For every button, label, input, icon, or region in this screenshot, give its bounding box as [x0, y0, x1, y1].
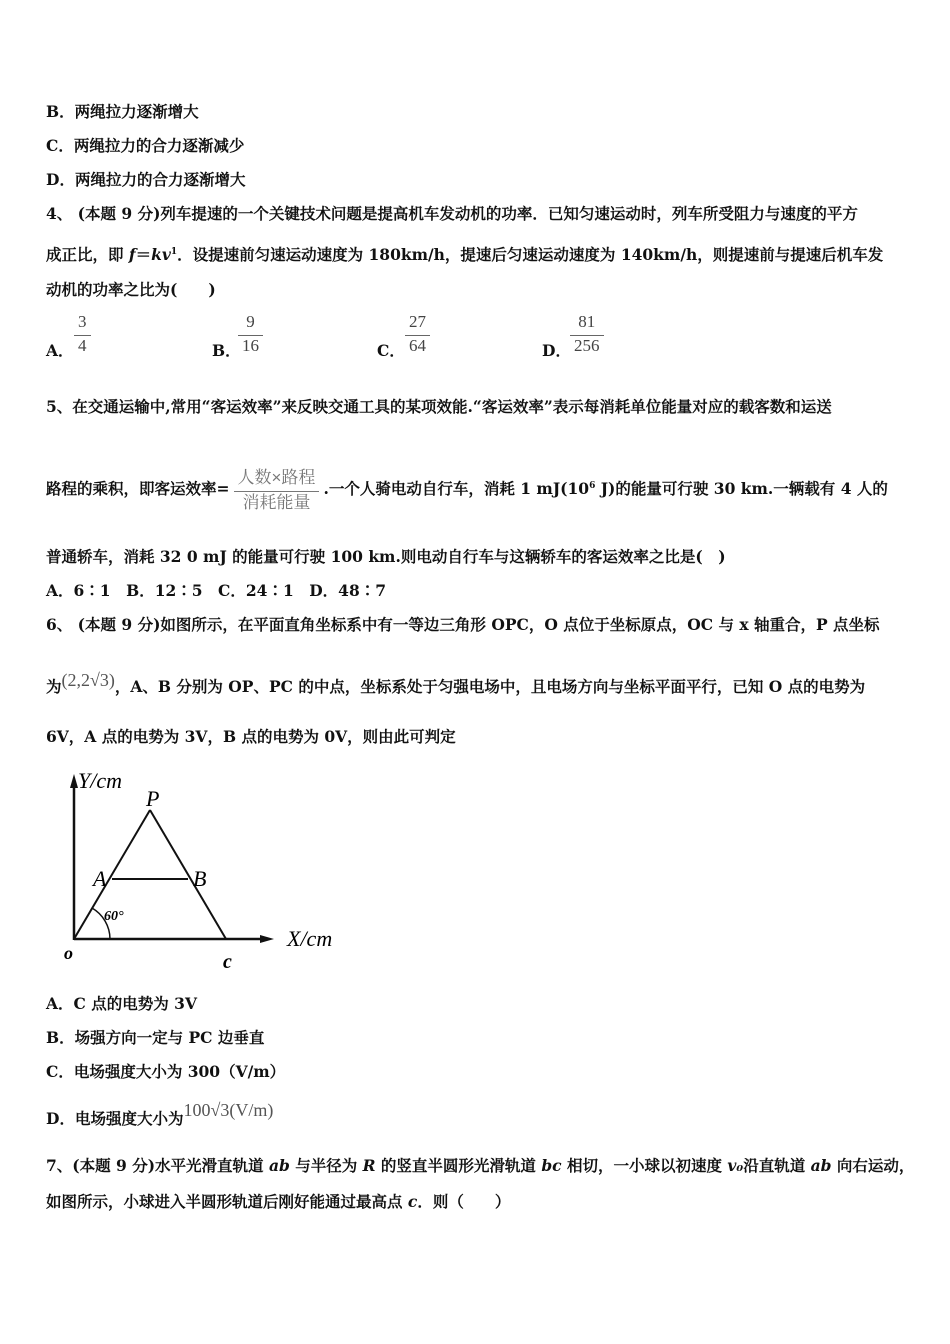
q5-line2: 路程的乘积，即客运效率= $\frac{\text{人数×路程}}{\text{消耗能量}}$ .一个人骑电动自行车，消耗 1 $mJ(10^6$ J)的能量可行驶 30 km.一辆载有 4 人的: [46, 467, 888, 512]
point-a-label: A: [93, 866, 107, 891]
x-axis-label: X/cm: [287, 926, 333, 951]
q6-line1: 6、 (本题 9 分)如图所示，在平面直角坐标系中有一等边三角形 OPC，O 点位于坐标原点，OC 与 x 轴重合，P 点坐标: [46, 615, 880, 634]
point-o-label: o: [64, 943, 73, 963]
field-strength-expression: 100√3(V/m): [183, 1100, 274, 1120]
q4-line2: 成正比，即 $f=kv^1$．设提速前匀速运动速度为 180km/h，提速后匀速运动速度为 140km/h，则提速前与提速后机车发: [46, 245, 884, 265]
q3-option-c: C．两绳拉力的合力逐渐减少: [46, 136, 245, 155]
q3-option-d: D．两绳拉力的合力逐渐增大: [46, 170, 246, 189]
fraction: $\frac{81}{256}$: [570, 312, 604, 356]
x-axis-arrow: [260, 935, 274, 943]
q6-option-b: B．场强方向一定与 PC 边垂直: [46, 1028, 265, 1047]
q6-option-d: D．电场强度大小为100√3(V/m): [46, 1100, 274, 1128]
q6-line3: 6V，A 点的电势为 3V，B 点的电势为 0V，则由此可判定: [46, 727, 456, 746]
q6-option-a: A．C 点的电势为 3V: [46, 994, 197, 1013]
y-axis-arrow: [70, 774, 78, 788]
point-c-label: c: [223, 951, 232, 973]
q5-line1: 5、在交通运输中,常用“客运效率”来反映交通工具的某项效能.“客运效率”表示每消耗单位能量对应的载客数和运送: [46, 397, 832, 416]
point-b-label: B: [193, 866, 207, 891]
q6-line2: 为(2,2√3)，A、B 分别为 OP、PC 的中点，坐标系处于匀强电场中，且电场方向与坐标平面平行，已知 O 点的电势为: [46, 670, 866, 696]
q4-line1: 4、 (本题 9 分)列车提速的一个关键技术问题是提高机车发动机的功率．已知匀速运动时，列车所受阻力与速度的平方: [46, 204, 858, 223]
q4-line3: 动机的功率之比为( ): [46, 280, 216, 299]
fraction: $\frac{9}{16}$: [238, 312, 263, 356]
y-axis-label: Y/cm: [78, 768, 122, 793]
q5-line3: 普通轿车，消耗 32 0 mJ 的能量可行驶 100 km.则电动自行车与这辆轿车的客运效率之比是( ): [46, 547, 726, 566]
fraction: $\frac{3}{4}$: [74, 312, 91, 356]
side-pc: [150, 810, 226, 939]
efficiency-fraction: $\frac{\text{人数×路程}}{\text{消耗能量}}$: [234, 467, 320, 514]
triangle-figure: [50, 760, 360, 975]
p-coordinate: (2,2√3): [61, 670, 115, 690]
q7-line2: 如图所示，小球进入半圆形轨道后刚好能通过最高点 c．则（ ）: [46, 1192, 511, 1211]
q5-options: A．6∶1 B．12∶5 C．24∶1 D．48∶7: [46, 581, 387, 600]
q7-line1: 7、(本题 9 分)水平光滑直轨道 ab 与半径为 R 的竖直半圆形光滑轨道 bc 相切，一小球以初速度 v₀沿直轨道 ab 向右运动，: [46, 1156, 915, 1175]
q3-option-b: B．两绳拉力逐渐增大: [46, 102, 199, 121]
point-p-label: P: [146, 786, 160, 811]
q4-options: A． $\frac{3}{4}$ B． $\frac{9}{16}$ C． $\frac{27}{64}$ D． $\frac{81}{256}$: [46, 312, 666, 364]
q6-option-c: C．电场强度大小为 300（V/m）: [46, 1062, 286, 1081]
angle-label: 60°: [104, 909, 124, 924]
fraction: $\frac{27}{64}$: [405, 312, 430, 356]
